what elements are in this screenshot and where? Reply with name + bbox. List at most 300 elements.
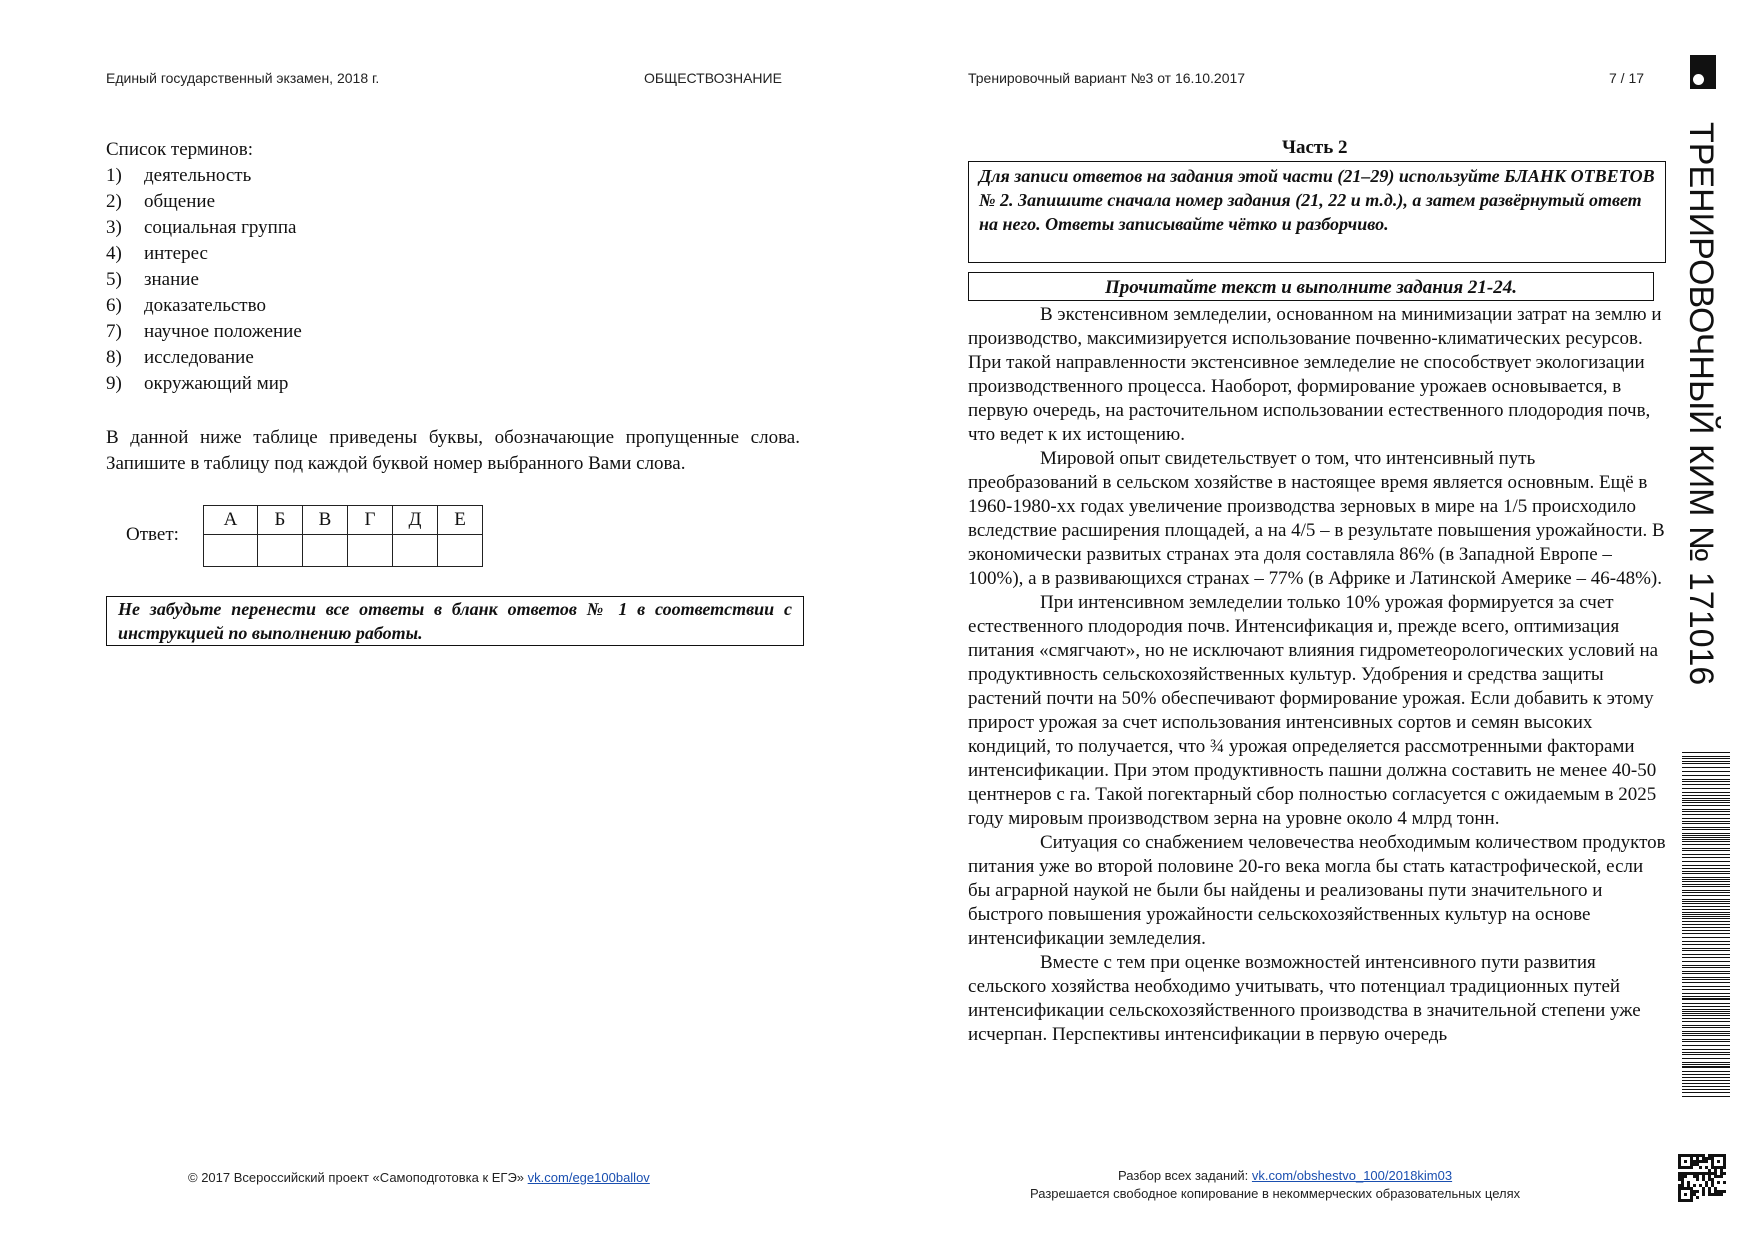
header-exam-title: Единый государственный экзамен, 2018 г. [106,70,380,86]
text-paragraph: Ситуация со снабжением человечества необходимым количеством продуктов питания уже во второй половине 20-го века могла бы стать катастрофической, если бы аграрной наукой не были бы найдены и реализованы пути значительного и быстрого повышения урожайности сельскохозяйственных культур на основе интенсификации земледелия. [968,832,1666,949]
qr-module [1690,1193,1693,1196]
barcode-icon [1682,752,1730,1097]
barcode-bar [1682,802,1730,803]
barcode-bar [1682,811,1730,812]
read-task-box: Прочитайте текст и выполните задания 21-24. [968,272,1654,301]
barcode-bar [1682,1021,1730,1022]
qr-module [1678,1184,1681,1187]
qr-module [1690,1163,1693,1166]
term-item [106,241,302,267]
footer-left-link[interactable]: vk.com/ege100ballov [527,1170,650,1185]
term-text: исследование [144,347,254,368]
term-text: интерес [144,243,208,264]
term-item [106,371,302,397]
barcode-bar [1682,809,1730,810]
barcode-bar [1682,1039,1730,1040]
term-number: 1) [106,165,122,186]
text-paragraph: Вместе с тем при оценке возможностей интенсивного пути развития сельского хозяйства необходимо учитывать, что потенциал традиционных путей интенсификации сельскохозяйственного производства в значительной степени уже исчерпан. Перспективы интенсификации в первую очередь [968,952,1641,1045]
side-title-text: ТРЕНИРОВОЧНЫЙ КИМ № 171016 [1682,122,1720,686]
qr-module [1681,1172,1684,1175]
barcode-bar [1682,1086,1730,1087]
barcode-bar [1682,788,1730,789]
barcode-bar [1682,937,1730,938]
qr-module [1684,1166,1687,1169]
qr-module [1681,1154,1684,1157]
qr-module [1699,1160,1702,1163]
barcode-bar [1682,752,1730,753]
qr-module [1714,1154,1717,1157]
qr-module [1678,1187,1681,1190]
barcode-bar [1682,1054,1730,1055]
barcode-bar [1682,850,1730,851]
qr-module [1711,1193,1714,1196]
qr-module [1711,1166,1714,1169]
barcode-bar [1682,821,1730,822]
qr-module [1717,1160,1720,1163]
barcode-bar [1682,912,1730,913]
text-paragraph: Мировой опыт свидетельствует о том, что интенсивный путь преобразований в сельском хозяйстве в настоящее время является основным. Ещё в 1960-1980-хх годах увеличение производства зерновых в мире на 1/5 происходило вследствие расширения площадей, а на 4/5 – в результате повышения урожайности. В экономически развитых странах эта доля составляла 86% (в Западной Европе – 100%), а в развивающихся странах – 77% (в Африке и Латинской Америке – 46-48%). [968,448,1665,589]
footer-analysis-label: Разбор всех заданий: [1118,1168,1249,1183]
qr-module [1708,1187,1711,1190]
qr-module [1705,1172,1708,1175]
qr-module [1723,1163,1726,1166]
part-title: Часть 2 [1282,137,1348,158]
barcode-bar [1682,1077,1730,1078]
term-number: 2) [106,191,122,212]
qr-module [1705,1157,1708,1160]
qr-module [1711,1181,1714,1184]
qr-module [1684,1172,1687,1175]
qr-module [1684,1154,1687,1157]
qr-module [1687,1166,1690,1169]
footer-left [188,1170,650,1185]
barcode-bar [1682,839,1730,840]
barcode-bar [1682,800,1730,801]
barcode-bar [1682,1096,1730,1097]
term-item [106,189,302,215]
qr-module [1702,1172,1705,1175]
answer-letter: Б [258,506,303,535]
qr-module [1714,1175,1717,1178]
barcode-bar [1682,1083,1730,1084]
term-text: знание [144,269,199,290]
barcode-bar [1682,857,1730,858]
part-instruction-box: Для записи ответов на задания этой части (21–29) используйте БЛАНК ОТВЕТОВ № 2. Запишите сначала номер задания (21, 22 и т.д.), а затем развёрнутый ответ на него. Ответы записывайте чётко и разборчиво. [968,161,1666,263]
barcode-bar [1682,835,1730,836]
qr-module [1678,1163,1681,1166]
qr-module [1687,1181,1690,1184]
barcode-bar [1682,771,1730,772]
qr-module [1720,1172,1723,1175]
qr-module [1696,1157,1699,1160]
qr-module [1717,1175,1720,1178]
answer-letter: В [303,506,348,535]
qr-module [1714,1187,1717,1190]
term-item [106,163,302,189]
qr-module [1690,1196,1693,1199]
qr-module [1678,1196,1681,1199]
barcode-bar [1682,1025,1730,1026]
barcode-bar [1682,865,1730,866]
term-item [106,319,302,345]
term-number: 4) [106,243,122,264]
term-text: научное положение [144,321,302,342]
term-number: 9) [106,373,122,394]
barcode-bar [1682,1041,1730,1042]
reading-text [968,303,1666,1047]
qr-module [1711,1184,1714,1187]
qr-module [1711,1163,1714,1166]
barcode-bar [1682,795,1730,796]
qr-module [1678,1190,1681,1193]
qr-module [1687,1187,1690,1190]
barcode-bar [1682,1027,1730,1028]
qr-module [1699,1184,1702,1187]
qr-module [1714,1190,1717,1193]
barcode-bar [1682,979,1730,980]
barcode-bar [1682,1045,1730,1046]
qr-module [1723,1166,1726,1169]
barcode-bar [1682,998,1730,1000]
term-item [106,345,302,371]
barcode-bar [1682,877,1730,878]
qr-module [1678,1157,1681,1160]
qr-module [1699,1172,1702,1175]
qr-module [1702,1154,1705,1157]
qr-module [1693,1172,1696,1175]
terms-list [106,163,302,397]
qr-module [1690,1172,1693,1175]
answer-letter: Д [393,506,438,535]
barcode-bar [1682,1058,1730,1059]
qr-module [1723,1154,1726,1157]
barcode-bar [1682,1031,1730,1032]
qr-module [1687,1199,1690,1202]
barcode-bar [1682,1013,1730,1014]
barcode-bar [1682,941,1730,942]
qr-module [1723,1181,1726,1184]
barcode-bar [1682,798,1730,799]
qr-module [1693,1160,1696,1163]
qr-module [1690,1199,1693,1202]
qr-module [1678,1154,1681,1157]
barcode-bar [1682,1089,1730,1090]
qr-module [1705,1160,1708,1163]
qr-module [1684,1160,1687,1163]
barcode-bar [1682,879,1730,880]
barcode-bar [1682,775,1730,776]
barcode-bar [1682,944,1730,945]
barcode-bar [1682,1092,1730,1093]
table-instruction: В данной ниже таблице приведены буквы, обозначающие пропущенные слова. Запишите в таблицу под каждой буквой номер выбранного Вами слова. [106,427,800,474]
qr-module [1714,1166,1717,1169]
header-subject: ОБЩЕСТВОЗНАНИЕ [644,70,782,86]
qr-module [1720,1193,1723,1196]
qr-module [1681,1181,1684,1184]
barcode-bar [1682,892,1730,893]
reminder-box: Не забудьте перенести все ответы в бланк ответов № 1 в соответствии с инструкцией по выполнению работы. [106,596,804,646]
barcode-bar [1682,993,1730,994]
qr-module [1717,1193,1720,1196]
qr-module [1723,1157,1726,1160]
term-text: социальная группа [144,217,297,238]
qr-module [1702,1160,1705,1163]
answer-letter: А [204,506,258,535]
qr-module [1711,1154,1714,1157]
header-variant: Тренировочный вариант №3 от 16.10.2017 [968,70,1246,86]
term-number: 3) [106,217,122,238]
barcode-bar [1682,924,1730,925]
qr-module [1705,1166,1708,1169]
qr-module [1717,1166,1720,1169]
qr-module [1681,1178,1684,1181]
barcode-bar [1682,761,1730,762]
barcode-bar [1682,784,1730,785]
footer-right-link[interactable]: vk.com/obshestvo_100/2018kim03 [1251,1168,1453,1183]
answer-table [203,505,483,567]
qr-module [1690,1190,1693,1193]
barcode-bar [1682,1015,1730,1016]
answer-letter: Г [348,506,393,535]
qr-module [1696,1160,1699,1163]
answer-cell[interactable] [393,535,438,567]
barcode-bar [1682,1064,1730,1065]
barcode-bar [1682,948,1730,949]
qr-module [1708,1190,1711,1193]
term-text: доказательство [144,295,266,316]
qr-module [1708,1172,1711,1175]
qr-module [1696,1163,1699,1166]
barcode-bar [1682,989,1730,990]
qr-module [1702,1193,1705,1196]
answer-cell[interactable] [348,535,393,567]
barcode-bar [1682,841,1730,842]
qr-module [1708,1175,1711,1178]
qr-module [1717,1181,1720,1184]
barcode-bar [1682,868,1730,869]
barcode-bar [1682,1052,1730,1053]
qr-module [1690,1160,1693,1163]
qr-module [1714,1193,1717,1196]
qr-module [1690,1157,1693,1160]
barcode-bar [1682,829,1730,830]
barcode-bar [1682,1062,1730,1063]
barcode-bar [1682,1066,1730,1068]
page-number: 7 / 17 [1609,70,1645,86]
qr-module [1681,1199,1684,1202]
qr-module [1711,1157,1714,1160]
barcode-bar [1682,871,1730,872]
barcode-bar [1682,827,1730,828]
barcode-bar [1682,967,1730,968]
qr-module [1693,1190,1696,1193]
answer-cell[interactable] [303,535,348,567]
term-text: общение [144,191,215,212]
side-title [1664,120,1724,720]
qr-module [1687,1184,1690,1187]
barcode-bar [1682,884,1730,885]
answer-label: Ответ: [126,524,179,545]
answer-cells-row [204,535,483,567]
qr-module [1723,1172,1726,1175]
barcode-bar [1682,982,1730,983]
barcode-bar [1682,954,1730,955]
barcode-bar [1682,895,1730,896]
qr-module [1720,1169,1723,1172]
qr-module [1678,1175,1681,1178]
barcode-bar [1682,833,1730,834]
term-text: окружающий мир [144,373,289,394]
barcode-bar [1682,861,1730,862]
qr-module [1678,1166,1681,1169]
term-number: 6) [106,295,122,316]
qr-module [1702,1157,1705,1160]
barcode-bar [1682,957,1730,958]
qr-module [1696,1172,1699,1175]
barcode-bar [1682,844,1730,845]
barcode-bar [1682,1006,1730,1007]
barcode-bar [1682,1049,1730,1050]
barcode-bar [1682,873,1730,874]
barcode-bar [1682,921,1730,922]
corner-marker-icon [1690,55,1716,89]
barcode-bar [1682,901,1730,902]
qr-module [1708,1154,1711,1157]
barcode-bar [1682,909,1730,910]
qr-module [1693,1163,1696,1166]
barcode-bar [1682,758,1730,759]
qr-module [1696,1154,1699,1157]
barcode-bar [1682,903,1730,904]
qr-module [1705,1181,1708,1184]
qr-code-icon [1678,1154,1726,1202]
qr-module [1720,1154,1723,1157]
barcode-bar [1682,823,1730,824]
qr-module [1678,1160,1681,1163]
barcode-bar [1682,977,1730,978]
barcode-bar [1682,805,1730,806]
barcode-bar [1682,781,1730,782]
text-paragraph: При интенсивном земледелии только 10% урожая формируется за счет естественного плодородия почв. Интенсификация и, прежде всего, оптимизация питания «смягчают», но не исключают влияния гидрометеорологических условий на продуктивность сельскохозяйственных культур. Удобрения и средства защиты растений почти на 50% обеспечивают формирование урожая. Если добавить к этому прирост урожая за счет использования интенсивных сортов и семян высоких кондиций, то получается, что ¾ урожая определяется рассмотренными факторами интенсификации. При этом продуктивность пашни должна составить не менее 40-50 центнеров с га. Такой погектарный сбор полностью согласуется с ожидаемым в 2025 году мировым производством зерна на уровне около 4 млрд тонн. [968,592,1659,829]
barcode-bar [1682,767,1730,768]
text-paragraph: В экстенсивном земледелии, основанном на минимизации затрат на землю и производство, максимизируется использование почвенно-климатических ресурсов. При такой направленности экстенсивное земледелие не способствует экологизации производственного процесса. Наоборот, формирование урожаев основывается, в первую очередь, на расточительном использовании естественного плодородия почв, что ведет к их истощению. [968,304,1662,445]
barcode-bar [1682,973,1730,974]
qr-module [1723,1190,1726,1193]
barcode-bar [1682,756,1730,757]
barcode-bar [1682,886,1730,887]
qr-module [1684,1193,1687,1196]
qr-module [1681,1166,1684,1169]
barcode-bar [1682,916,1730,917]
qr-module [1720,1175,1723,1178]
qr-module [1681,1175,1684,1178]
qr-module [1696,1196,1699,1199]
barcode-bar [1682,1071,1730,1072]
qr-module [1681,1184,1684,1187]
qr-module [1684,1199,1687,1202]
qr-module [1717,1190,1720,1193]
barcode-bar [1682,881,1730,882]
answer-letters-row [204,506,483,535]
qr-module [1678,1199,1681,1202]
barcode-bar [1682,927,1730,928]
qr-module [1678,1193,1681,1196]
answer-cell[interactable] [438,535,483,567]
barcode-bar [1682,906,1730,907]
footer-copy-note: Разрешается свободное копирование в некоммерческих образовательных целях [1030,1186,1521,1201]
qr-module [1696,1190,1699,1193]
barcode-bar [1682,818,1730,819]
qr-module [1720,1166,1723,1169]
barcode-bar [1682,1035,1730,1036]
qr-module [1684,1175,1687,1178]
qr-module [1717,1154,1720,1157]
footer-copyright: © 2017 Всероссийский проект «Самоподготовка к ЕГЭ» [188,1170,525,1185]
qr-module [1714,1172,1717,1175]
term-text: деятельность [144,165,252,186]
qr-module [1708,1193,1711,1196]
qr-module [1681,1187,1684,1190]
barcode-bar [1682,763,1730,764]
barcode-bar [1682,1011,1730,1012]
barcode-bar [1682,918,1730,919]
qr-module [1711,1160,1714,1163]
barcode-bar [1682,965,1730,966]
qr-module [1705,1184,1708,1187]
barcode-bar [1682,890,1730,891]
term-item [106,215,302,241]
qr-module [1696,1178,1699,1181]
qr-module [1714,1169,1717,1172]
answer-letter: Е [438,506,483,535]
barcode-bar [1682,971,1730,972]
qr-module [1693,1184,1696,1187]
barcode-bar [1682,1018,1730,1019]
barcode-bar [1682,779,1730,780]
barcode-bar [1682,933,1730,934]
qr-module [1678,1172,1681,1175]
answer-cell[interactable] [258,535,303,567]
barcode-bar [1682,1009,1730,1010]
barcode-bar [1682,854,1730,855]
term-item [106,267,302,293]
barcode-bar [1682,914,1730,915]
term-number: 7) [106,321,122,342]
term-number: 8) [106,347,122,368]
term-item [106,293,302,319]
qr-module [1708,1169,1711,1172]
barcode-bar [1682,814,1730,815]
qr-module [1690,1187,1693,1190]
qr-module [1702,1190,1705,1193]
answer-cell[interactable] [204,535,258,567]
qr-module [1693,1154,1696,1157]
footer-right [1118,1168,1452,1183]
qr-module [1699,1166,1702,1169]
barcode-bar [1682,1003,1730,1004]
qr-module [1702,1175,1705,1178]
barcode-bar [1682,961,1730,962]
qr-module [1711,1172,1714,1175]
barcode-bar [1682,950,1730,951]
qr-module [1702,1178,1705,1181]
qr-module [1684,1187,1687,1190]
qr-module [1693,1175,1696,1178]
qr-module [1690,1154,1693,1157]
qr-module [1711,1178,1714,1181]
qr-module [1699,1154,1702,1157]
barcode-bar [1682,1074,1730,1075]
